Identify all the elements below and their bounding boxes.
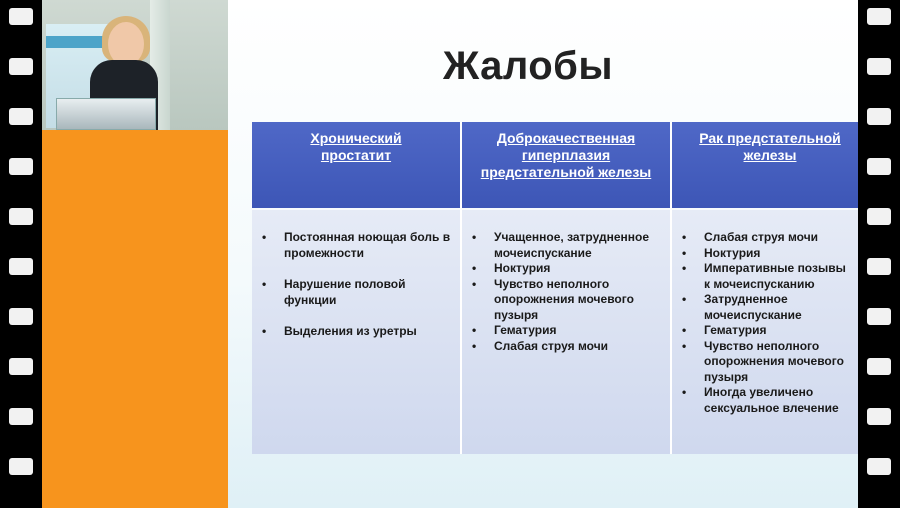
column-bph	[460, 122, 670, 454]
film-hole	[867, 458, 891, 475]
speaker-video	[42, 0, 228, 508]
film-hole	[867, 58, 891, 75]
film-hole	[867, 208, 891, 225]
presentation-slide	[228, 0, 858, 508]
film-hole	[9, 108, 33, 125]
column-prostate-cancer	[670, 122, 858, 454]
list-item: • Затрудненное мочеиспускание	[680, 292, 850, 323]
list-item: • Постоянная ноющая боль в промежности	[260, 230, 452, 261]
column-header: Доброкачественная гиперплазия предстательной железы	[462, 122, 670, 208]
video-frame	[42, 0, 858, 508]
column-header: Хронический простатит	[252, 122, 460, 208]
film-hole	[9, 208, 33, 225]
list-item: • Выделения из уретры	[260, 324, 452, 340]
film-hole	[9, 58, 33, 75]
slide-title: Жалобы	[442, 44, 614, 88]
film-hole	[867, 108, 891, 125]
list-item: • Гематурия	[470, 323, 662, 339]
film-hole	[9, 358, 33, 375]
film-hole	[867, 258, 891, 275]
film-hole	[9, 308, 33, 325]
list-item: • Ноктурия	[470, 261, 662, 277]
film-hole	[9, 458, 33, 475]
list-item: • Иногда увеличено сексуальное влечение	[680, 385, 850, 416]
film-strip-right	[858, 0, 900, 508]
orange-panel	[42, 130, 228, 508]
film-hole	[9, 158, 33, 175]
film-hole	[9, 258, 33, 275]
list-item: • Гематурия	[680, 323, 850, 339]
list-item: • Ноктурия	[680, 246, 850, 262]
list-item: • Учащенное, затрудненное мочеиспускание	[470, 230, 662, 261]
list-item: • Императивные позывы к мочеиспусканию	[680, 261, 850, 292]
film-hole	[867, 358, 891, 375]
film-hole	[867, 158, 891, 175]
film-strip-left	[0, 0, 42, 508]
film-hole	[9, 8, 33, 25]
film-hole	[867, 408, 891, 425]
column-header: Рак предстательной железы	[672, 122, 858, 208]
podium	[56, 98, 156, 130]
list-item: • Слабая струя мочи	[680, 230, 850, 246]
complaints-table	[252, 122, 858, 454]
film-hole	[867, 8, 891, 25]
list-item: • Нарушение половой функции	[260, 277, 452, 308]
list-item: • Чувство неполного опорожнения мочевого пузыря	[470, 277, 662, 324]
column-chronic-prostatitis	[252, 122, 460, 454]
film-hole	[867, 308, 891, 325]
list-item: • Слабая струя мочи	[470, 339, 662, 355]
film-hole	[9, 408, 33, 425]
list-item: • Чувство неполного опорожнения мочевого пузыря	[680, 339, 850, 386]
